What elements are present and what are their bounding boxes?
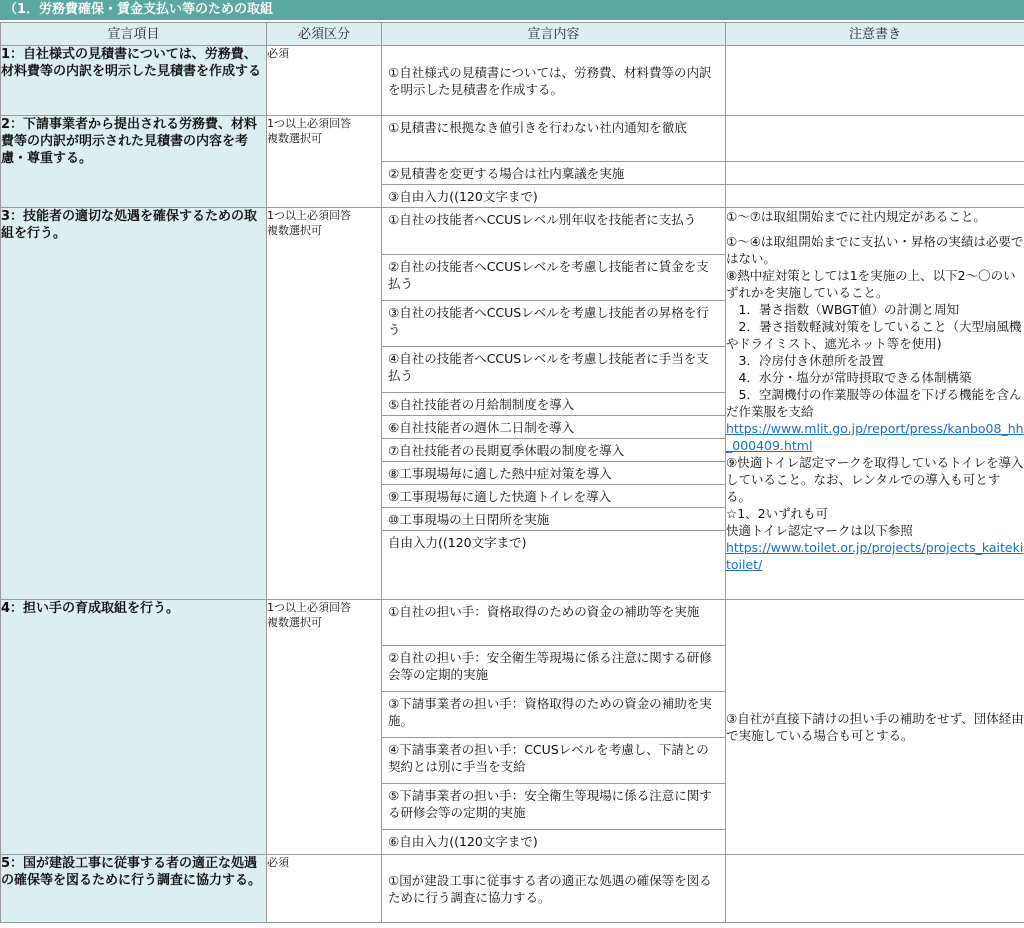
note-cell	[726, 855, 1024, 923]
note-cell	[726, 208, 1024, 600]
content-option[interactable]: ③自由入力((120文字まで)	[388, 189, 538, 204]
table-row	[1, 46, 1024, 116]
content-cell	[382, 600, 726, 855]
content-option[interactable]: ⑨工事現場毎に適した快適トイレを導入	[382, 485, 725, 508]
content-option[interactable]: ⑥自社技能者の週休二日制を導入	[382, 416, 725, 439]
required-line: 1つ以上必須回答	[267, 601, 351, 614]
content-option[interactable]: ①自社様式の見積書については、労務費、材料費等の内訳を明示した見積書を作成する。	[388, 64, 712, 97]
declaration-table	[0, 22, 1024, 923]
declaration-item: 2：下請事業者から提出される労務費、材料費等の内訳が明示された見積書の内容を考慮・尊重する。	[1, 116, 267, 208]
table-row	[1, 855, 1024, 923]
required-type	[267, 116, 382, 208]
col-header-item: 宣言項目	[1, 23, 267, 46]
note-text: 1．暑さ指数（WBGT値）の計測と周知	[726, 302, 960, 317]
content-option[interactable]: ③自社の技能者へCCUSレベルを考慮し技能者の昇格を行う	[382, 301, 725, 347]
note-text: 3．冷房付き休憩所を設置	[726, 353, 884, 368]
content-option[interactable]: ②見積書を変更する場合は社内稟議を実施	[382, 162, 725, 185]
content-cell	[382, 46, 726, 116]
content-option[interactable]: ②自社の技能者へCCUSレベルを考慮し技能者に賃金を支払う	[382, 255, 725, 301]
required-line: 複数選択可	[267, 224, 322, 237]
note-slot	[726, 162, 1024, 185]
note-text: 5．空調機付の作業服等の体温を下げる機能を含んだ作業服を支給	[726, 387, 1022, 419]
header-row	[1, 23, 1024, 46]
content-option[interactable]: 自由入力((120文字まで)	[388, 535, 527, 550]
content-option[interactable]: ⑥自由入力((120文字まで)	[388, 834, 538, 849]
note-text: ①〜⑦は取組開始までに社内規定があること。	[726, 209, 986, 224]
content-option[interactable]: ⑤自社技能者の月給制制度を導入	[382, 393, 725, 416]
note-cell	[726, 46, 1024, 116]
content-cell	[382, 855, 726, 923]
note-spacer	[726, 225, 1024, 233]
declaration-item: 3：技能者の適切な処遇を確保するための取組を行う。	[1, 208, 267, 600]
col-header-note: 注意書き	[726, 23, 1024, 46]
required-line: 複数選択可	[267, 616, 322, 629]
table-row	[1, 116, 1024, 208]
note-text: ⑨快適トイレ認定マークを取得しているトイレを導入していること。なお、レンタルでの導入も可とする。	[726, 455, 1024, 504]
content-option[interactable]: ⑧工事現場毎に適した熱中症対策を導入	[382, 462, 725, 485]
note-slot	[726, 116, 1024, 162]
required-line: 複数選択可	[267, 132, 322, 145]
table-row	[1, 600, 1024, 855]
note-text: ☆1、2いずれも可	[726, 506, 829, 521]
content-option[interactable]: ⑩工事現場の土日閉所を実施	[382, 508, 725, 531]
content-option[interactable]: ⑦自社技能者の長期夏季休暇の制度を導入	[382, 439, 725, 462]
mlit-link[interactable]: https://www.mlit.go.jp/report/press/kanbo08_hh_000409.html	[726, 421, 1024, 453]
note-text: 2．暑さ指数軽減対策をしていること（大型扇風機やドライミスト、遮光ネット等を使用)	[726, 319, 1022, 351]
note-text: ①〜④は取組開始までに支払い・昇格の実績は必要ではない。	[726, 234, 1024, 266]
note-text: 4．水分・塩分が常時摂取できる体制構築	[726, 370, 972, 385]
col-header-content: 宣言内容	[382, 23, 726, 46]
note-text: ⑧熱中症対策としては1を実施の上、以下2〜〇のいずれかを実施していること。	[726, 268, 1016, 300]
required-type	[267, 600, 382, 855]
required-line: 1つ以上必須回答	[267, 117, 351, 130]
content-option[interactable]: ①国が建設工事に従事する者の適正な処遇の確保等を図るために行う調査に協力する。	[388, 872, 712, 905]
content-option[interactable]: ①見積書に根拠なき値引きを行わない社内通知を徹底	[382, 116, 725, 162]
required-type: 必須	[267, 46, 382, 116]
declaration-item: 5：国が建設工事に従事する者の適正な処遇の確保等を図るために行う調査に協力する。	[1, 855, 267, 923]
content-option[interactable]: ①自社の担い手：資格取得のための資金の補助等を実施	[382, 600, 725, 646]
table-row	[1, 208, 1024, 600]
required-line: 1つ以上必須回答	[267, 209, 351, 222]
content-option[interactable]: ②自社の担い手：安全衛生等現場に係る注意に関する研修会等の定期的実施	[382, 646, 725, 692]
content-option[interactable]: ④下請事業者の担い手：CCUSレベルを考慮し、下請との契約とは別に手当を支給	[382, 738, 725, 784]
content-option[interactable]: ⑤下請事業者の担い手：安全衛生等現場に係る注意に関する研修会等の定期的実施	[382, 784, 725, 830]
col-header-required: 必須区分	[267, 23, 382, 46]
declaration-item: 1：自社様式の見積書については、労務費、材料費等の内訳を明示した見積書を作成する	[1, 46, 267, 116]
note-slot	[726, 185, 1024, 207]
toilet-link[interactable]: https://www.toilet.or.jp/projects/projects_kaitekitoilet/	[726, 540, 1024, 572]
required-type: 必須	[267, 855, 382, 923]
required-type	[267, 208, 382, 600]
note-cell: ③自社が直接下請けの担い手の補助をせず、団体経由で実施している場合も可とする。	[726, 600, 1024, 855]
content-cell	[382, 208, 726, 600]
section-title: （1．労務費確保・賃金支払い等のための取組	[0, 0, 1024, 20]
content-option[interactable]: ③下請事業者の担い手：資格取得のための資金の補助を実施。	[382, 692, 725, 738]
declaration-item: 4：担い手の育成取組を行う。	[1, 600, 267, 855]
note-cell	[726, 116, 1024, 208]
content-option[interactable]: ①自社の技能者へCCUSレベル別年収を技能者に支払う	[382, 208, 725, 255]
content-option[interactable]: ④自社の技能者へCCUSレベルを考慮し技能者に手当を支払う	[382, 347, 725, 393]
content-cell	[382, 116, 726, 208]
note-text: 快適トイレ認定マークは以下参照	[726, 523, 913, 538]
